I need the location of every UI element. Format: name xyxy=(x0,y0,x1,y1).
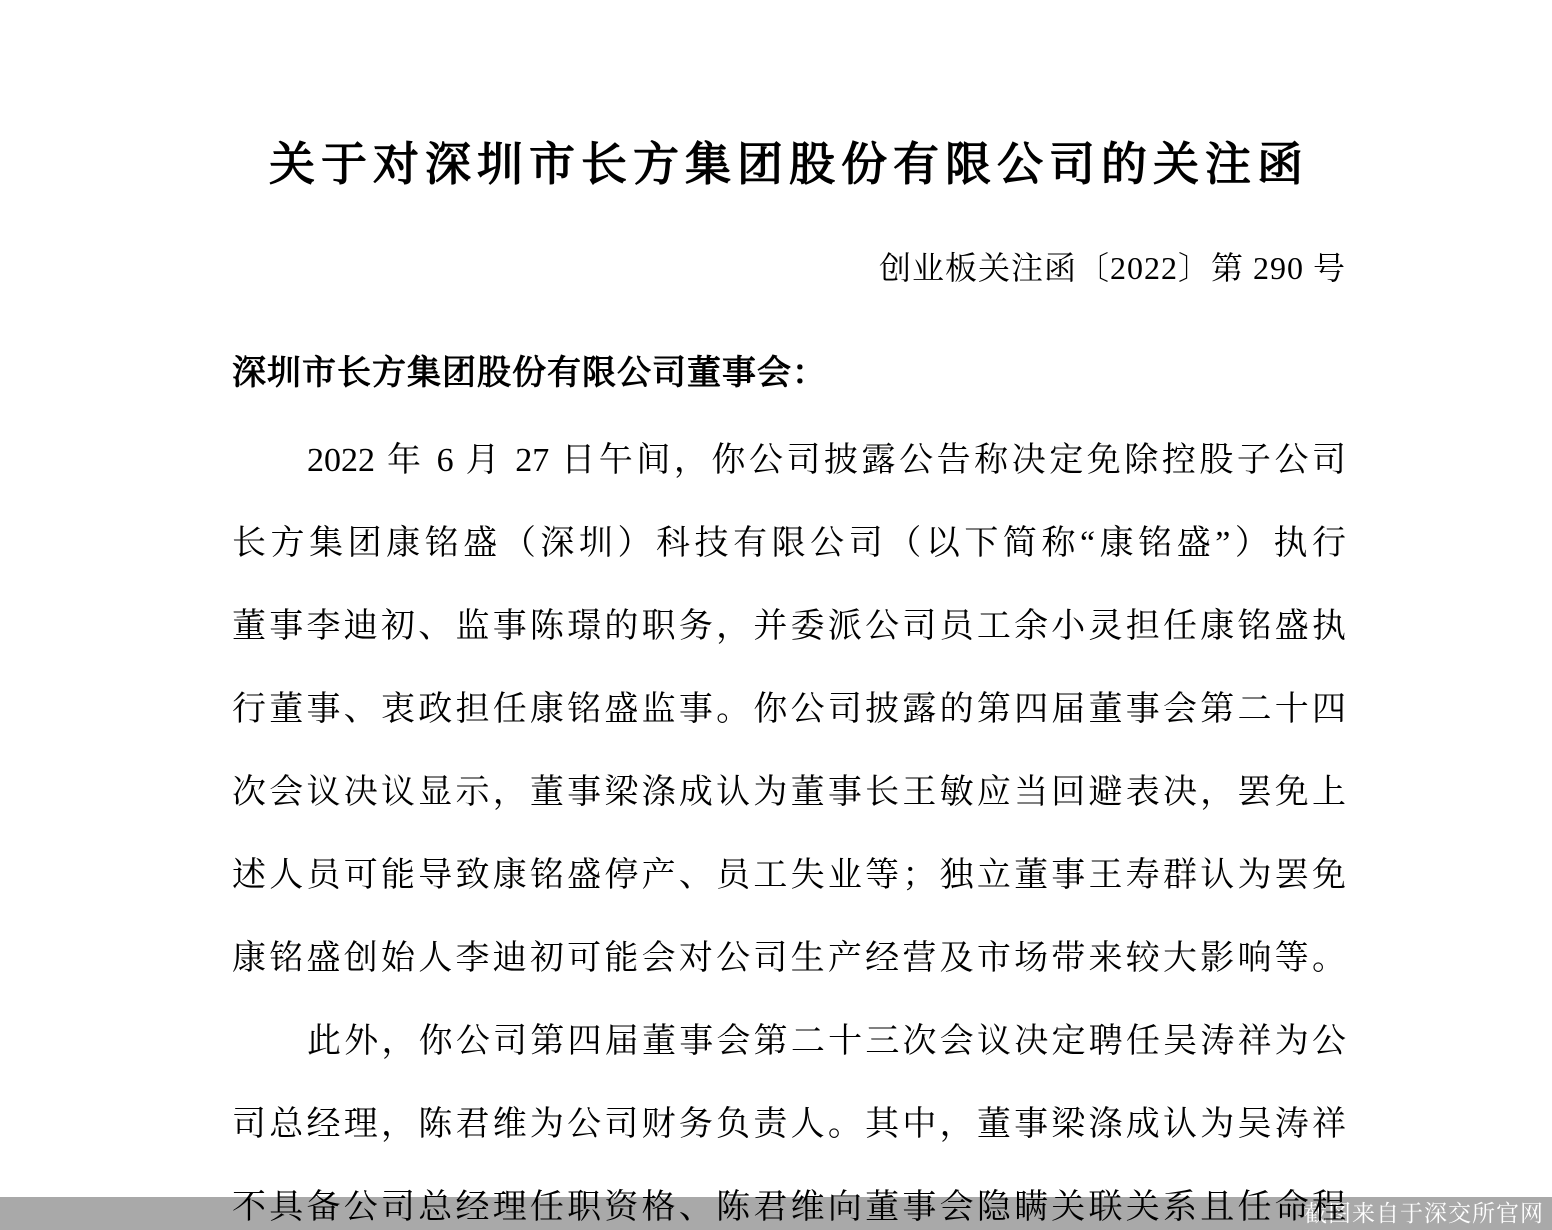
watermark-text: 截图来自于深交所官网 xyxy=(1304,1200,1544,1226)
body-line: 董事李迪初、监事陈璟的职务，并委派公司员工余小灵担任康铭盛执 xyxy=(232,608,1346,645)
body-line: 次会议决议显示，董事梁涤成认为董事长王敏应当回避表决，罢免上 xyxy=(232,774,1346,811)
body-line: 不具备公司总经理任职资格、陈君维向董事会隐瞒关联关系且任命程 xyxy=(232,1189,1346,1226)
document-body xyxy=(232,419,1346,1230)
document-number: 创业板关注函〔2022〕第 290 号 xyxy=(878,250,1346,286)
body-line: 2022 年 6 月 27 日午间，你公司披露公告称决定免除控股子公司 xyxy=(307,442,1346,479)
body-line: 此外，你公司第四届董事会第二十三次会议决定聘任吴涛祥为公 xyxy=(307,1023,1346,1060)
body-line: 康铭盛创始人李迪初可能会对公司生产经营及市场带来较大影响等。 xyxy=(232,940,1346,977)
salutation-line: 深圳市长方集团股份有限公司董事会： xyxy=(232,354,827,392)
body-line: 司总经理，陈君维为公司财务负责人。其中，董事梁涤成认为吴涛祥 xyxy=(232,1106,1346,1143)
document-title: 关于对深圳市长方集团股份有限公司的关注函 xyxy=(269,139,1309,190)
body-line: 述人员可能导致康铭盛停产、员工失业等；独立董事王寿群认为罢免 xyxy=(232,857,1346,894)
body-line: 行董事、衷政担任康铭盛监事。你公司披露的第四届董事会第二十四 xyxy=(232,691,1346,728)
body-line: 长方集团康铭盛（深圳）科技有限公司（以下简称“康铭盛”）执行 xyxy=(232,525,1346,562)
